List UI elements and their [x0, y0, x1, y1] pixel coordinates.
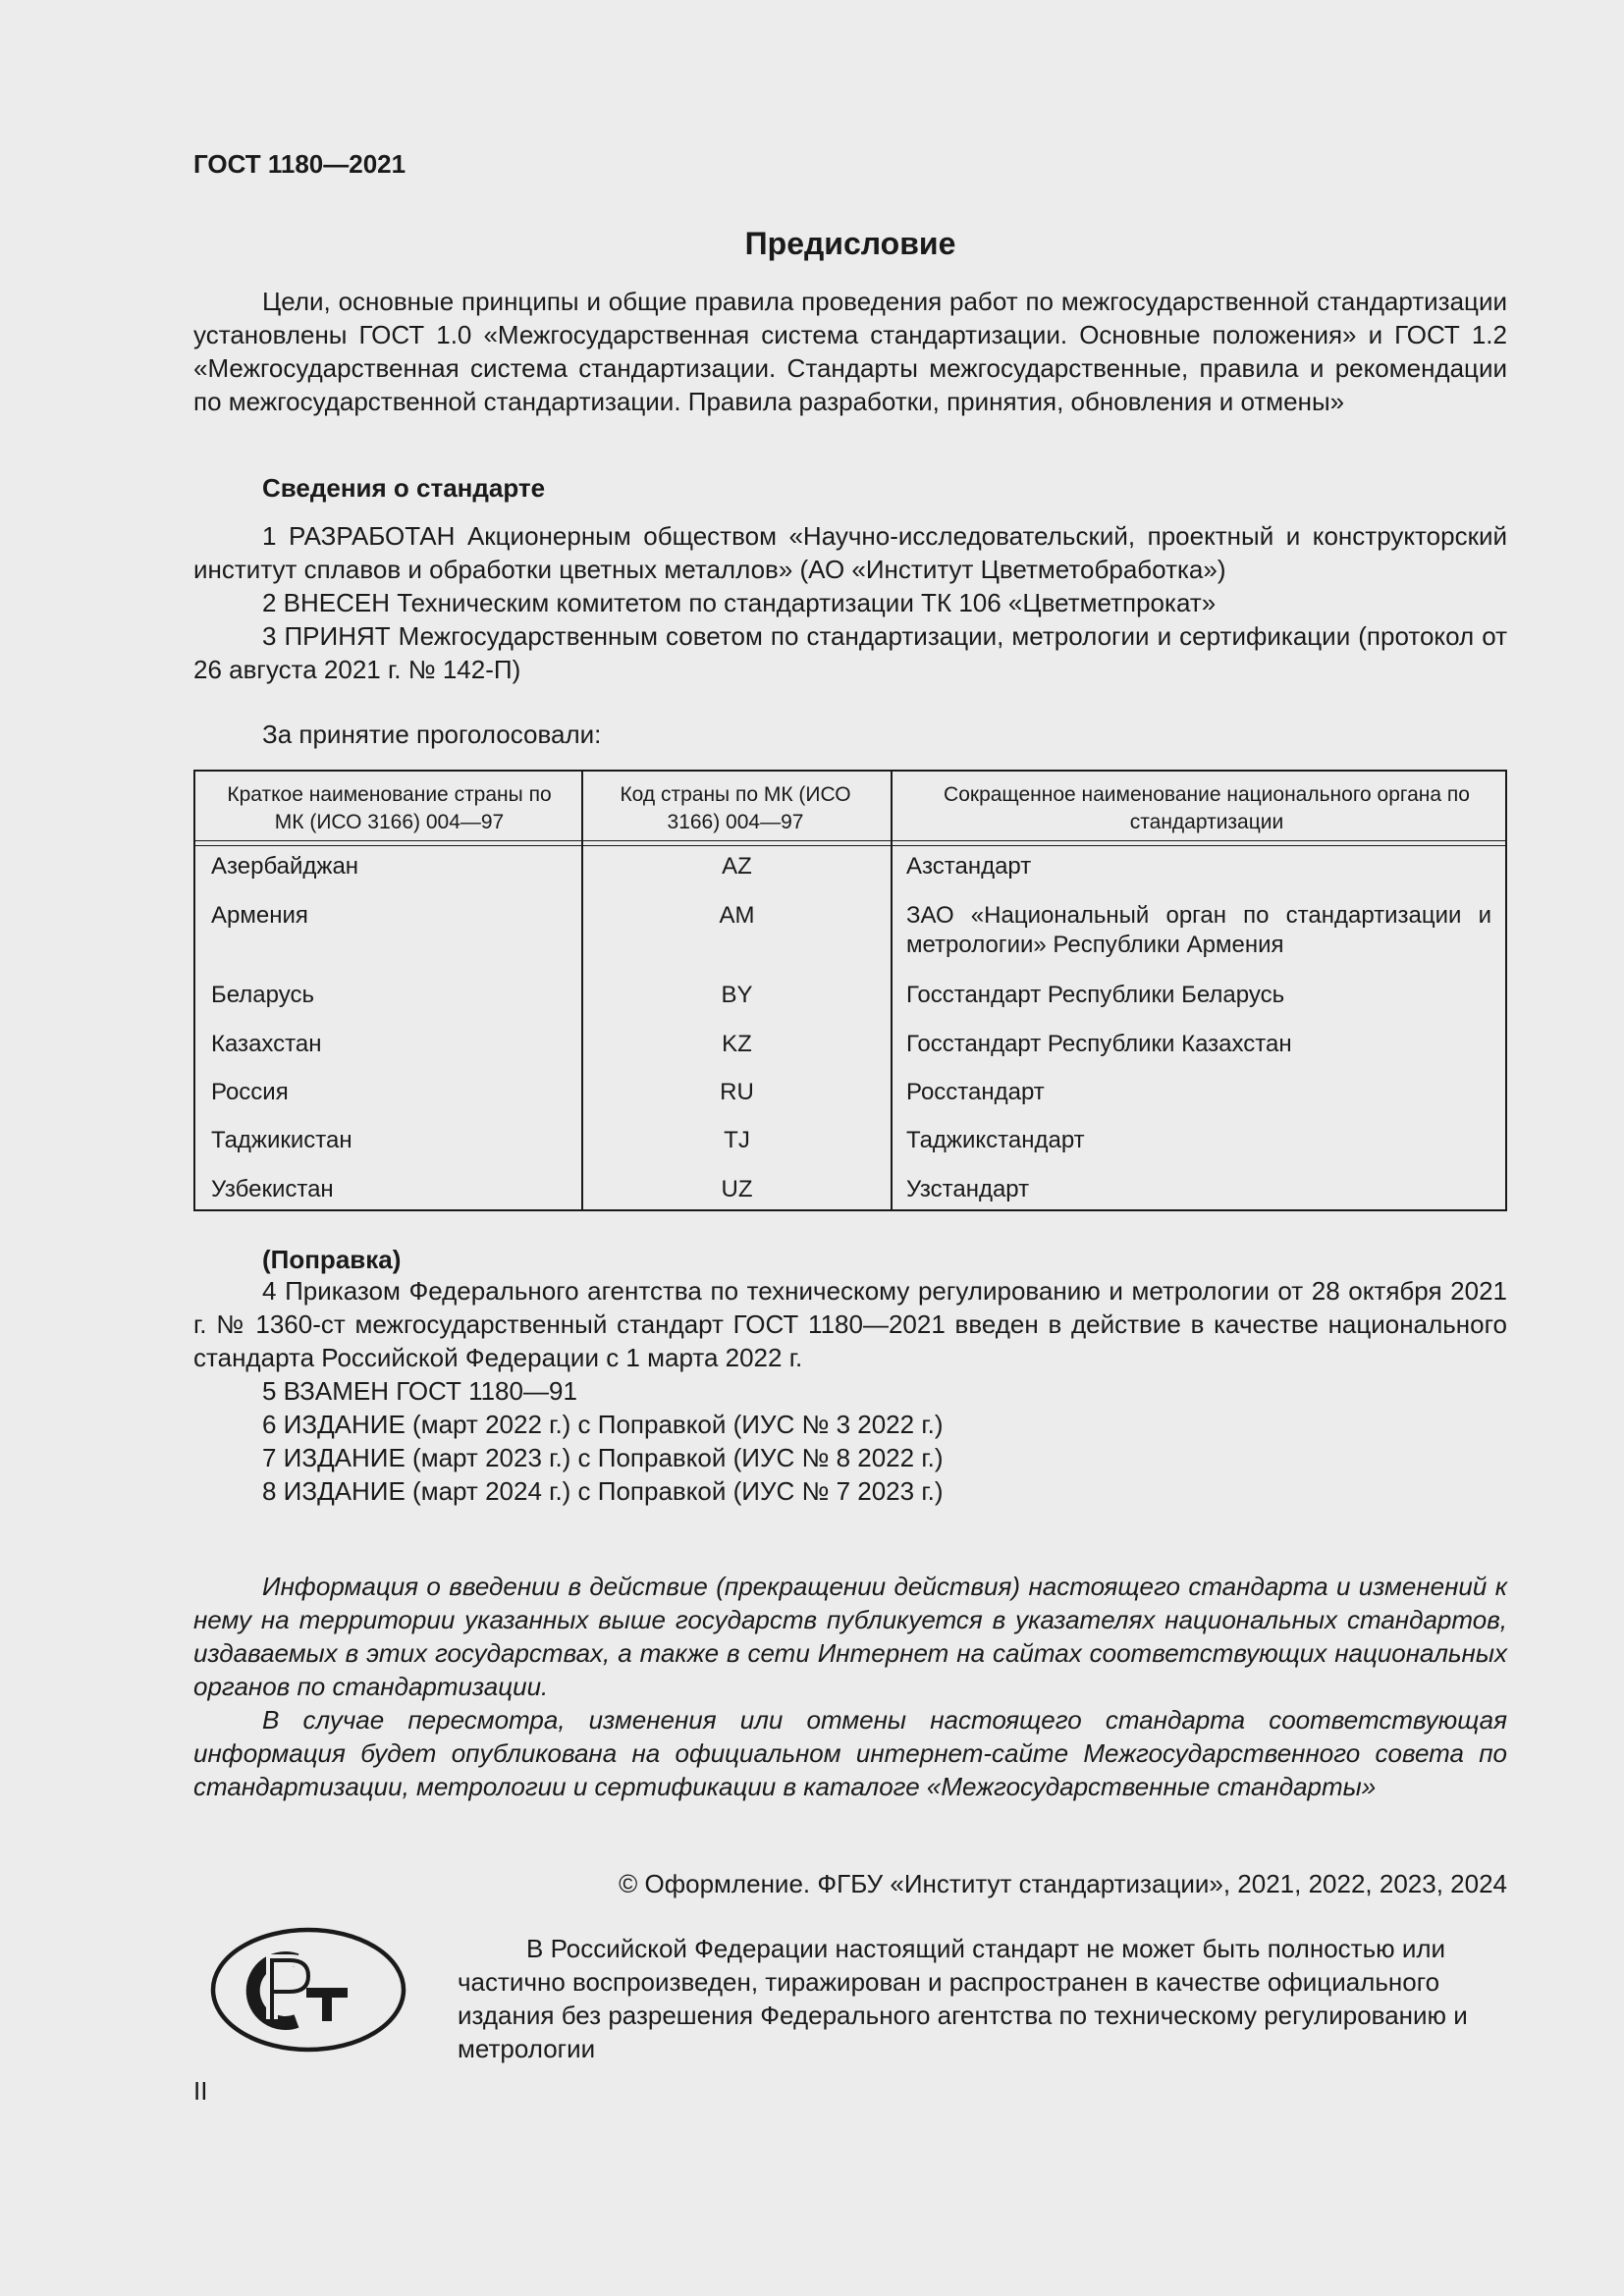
table-cell-country: Таджикистан: [211, 1127, 352, 1153]
standard-info-items: [193, 519, 1507, 686]
amendment-item-6: 6 ИЗДАНИЕ (март 2022 г.) с Поправкой (ИУС № 3 2022 г.): [262, 1410, 944, 1439]
table-cell-code: AM: [719, 902, 755, 929]
publication-note-1: Информация о введении в действие (прекращении действия) настоящего стандарта и изменений к нему на территории указанных выше государств публикуется в указателях национальных стандартов, издаваемых в этих государствах, а также в сети Интернет на сайтах соответствующих национальных органов по стандартизации.: [193, 1572, 1507, 1701]
copyright-line: © Оформление. ФГБУ «Институт стандартизации», 2021, 2022, 2023, 2024: [619, 1869, 1507, 1898]
table-header-rule: [195, 840, 1505, 846]
amendment-heading: (Поправка): [262, 1245, 402, 1274]
table-cell-body: Узстандарт: [906, 1176, 1030, 1202]
table-cell-body: ЗАО «Национальный орган по стандартизации и метрологии» Республики Армения: [906, 902, 1491, 958]
amendment-item-5: 5 ВЗАМЕН ГОСТ 1180—91: [262, 1376, 577, 1406]
copyright-notice: [458, 1932, 1507, 2065]
table-cell-code: BY: [721, 982, 753, 1008]
table-cell-country: Азербайджан: [211, 853, 359, 880]
table-cell-body: Госстандарт Республики Казахстан: [906, 1031, 1292, 1057]
table-cell-body: Таджикстандарт: [906, 1127, 1085, 1153]
amendment-items: [193, 1274, 1507, 1508]
table-cell-country: Беларусь: [211, 982, 314, 1008]
amendment-item-4: 4 Приказом Федерального агентства по техническому регулированию и метрологии от 28 октября 2021 г. № 1360-ст межгосударственный стандарт ГОСТ 1180—2021 введен в действие в качестве национального стандарта Российской Федерации с 1 марта 2022 г.: [193, 1276, 1507, 1372]
table-cell-country: Казахстан: [211, 1031, 322, 1057]
table-cell-code: TJ: [724, 1127, 750, 1153]
table-cell-country: Россия: [211, 1079, 289, 1105]
table-cell-body: Госстандарт Республики Беларусь: [906, 982, 1285, 1008]
table-header-country: Краткое наименование страны по МК (ИСО 3166) 004—97: [227, 783, 552, 833]
table-cell-code: RU: [720, 1079, 754, 1105]
table-header-body: Сокращенное наименование национального органа по стандартизации: [944, 783, 1470, 833]
intro-paragraph: Цели, основные принципы и общие правила проведения работ по межгосударственной стандартизации установлены ГОСТ 1.0 «Межгосударственная система стандартизации. Основные положения» и ГОСТ 1.2 «Межгосударственная система стандартизации. Стандарты межгосударственные, правила и рекомендации по межгосударственной стандартизации. Правила разработки, принятия, обновления и отмены»: [193, 287, 1507, 416]
table-cell-country: Узбекистан: [211, 1176, 334, 1202]
amendment-item-8: 8 ИЗДАНИЕ (март 2024 г.) с Поправкой (ИУС № 7 2023 г.): [262, 1476, 944, 1506]
table-header-code: Код страны по МК (ИСО 3166) 004—97: [620, 783, 851, 833]
table-cell-code: UZ: [721, 1176, 753, 1202]
voted-label: За принятие проголосовали:: [262, 720, 602, 749]
table-cell-body: Азстандарт: [906, 853, 1032, 880]
voting-countries-table: [193, 770, 1507, 1211]
table-cell-code: AZ: [722, 853, 752, 880]
info-item-2: 2 ВНЕСЕН Техническим комитетом по стандартизации ТК 106 «Цветметпрокат»: [262, 588, 1217, 617]
publication-note-2: В случае пересмотра, изменения или отмены настоящего стандарта соответствующая информация будет опубликована на официальном интернет-сайте Межгосударственного совета по стандартизации, метрологии и сертификации в каталоге «Межгосударственные стандарты»: [193, 1705, 1507, 1801]
standard-info-heading: Сведения о стандарте: [262, 473, 546, 503]
table-cell-code: KZ: [722, 1031, 752, 1057]
notice-text: В Российской Федерации настоящий стандарт не может быть полностью или частично воспроизведен, тиражирован и распространен в качестве официального издания без разрешения Федерального агентства по техническому регулированию и метрологии: [458, 1934, 1468, 2063]
table-cell-country: Армения: [211, 902, 308, 929]
document-code: ГОСТ 1180—2021: [193, 149, 406, 179]
info-item-3: 3 ПРИНЯТ Межгосударственным советом по стандартизации, метрологии и сертификации (протокол от 26 августа 2021 г. № 142-П): [193, 621, 1507, 684]
amendment-item-7: 7 ИЗДАНИЕ (март 2023 г.) с Поправкой (ИУС № 8 2022 г.): [262, 1443, 944, 1472]
page-title: Предисловие: [744, 226, 956, 261]
table-cell-body: Росстандарт: [906, 1079, 1045, 1105]
info-item-1: 1 РАЗРАБОТАН Акционерным обществом «Научно-исследовательский, проектный и конструкторский институт сплавов и обработки цветных металлов» (АО «Институт Цветметобработка»): [193, 521, 1507, 584]
table-column-divider: [891, 772, 893, 1209]
intro-paragraph-block: [193, 285, 1507, 418]
publication-notes: [193, 1570, 1507, 1803]
rst-certification-mark-icon: [210, 1927, 406, 2057]
page-number: II: [193, 2076, 208, 2106]
